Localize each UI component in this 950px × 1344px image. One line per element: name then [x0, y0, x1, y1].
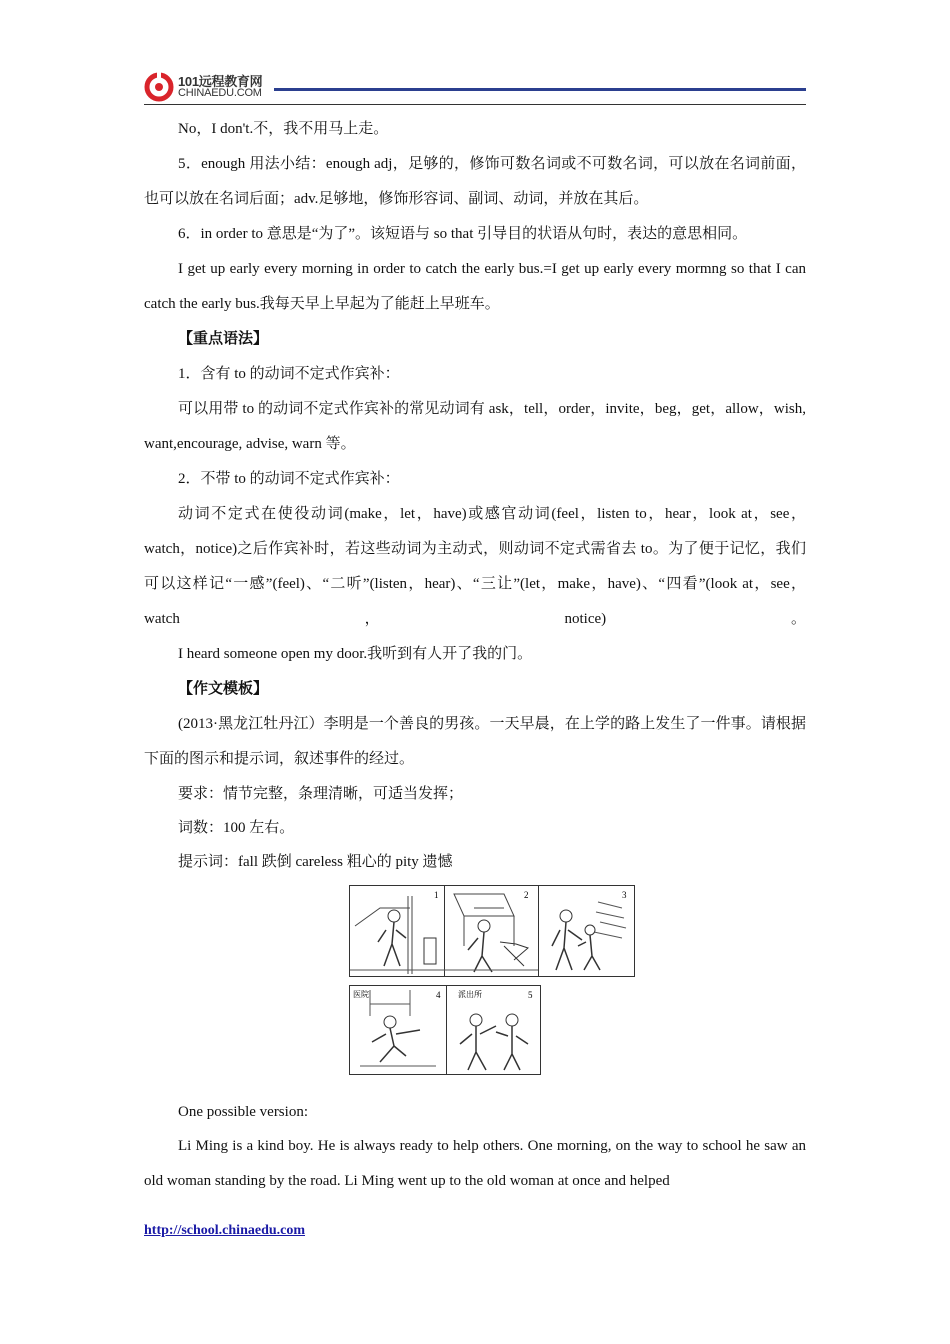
footer-link[interactable]: http://school.chinaedu.com — [144, 1223, 306, 1238]
section-heading: 【重点语法】 — [178, 331, 269, 347]
comic-panel-5 — [446, 986, 540, 1074]
panel-number: 2 — [524, 890, 529, 900]
paragraph: I get up early every morning in order to catch the early bus.=I get up early every mormng so that I can catch the early bus.我每天早上早起为了能赶上早班车。 — [144, 261, 806, 312]
paragraph: 2．不带 to 的动词不定式作宾补： — [178, 471, 400, 487]
logo-title: 101远程教育网 — [178, 74, 263, 89]
comic-panel-2 — [444, 886, 539, 976]
panel-label: 医院 — [353, 990, 369, 999]
header-rule-blue — [274, 88, 806, 91]
woman-fallen-illustration — [444, 886, 538, 976]
document-body — [144, 112, 806, 1199]
page-header — [144, 70, 806, 110]
paragraph: One possible version: — [178, 1104, 308, 1120]
section-heading: 【作文模板】 — [178, 681, 269, 697]
comic-row-1 — [349, 885, 635, 977]
comic-panel-3 — [538, 886, 634, 976]
paragraph: 可以用带 to 的动词不定式作宾补的常见动词有 ask，tell，order，invite，beg，get，allow，wish, want,encourage, advise, warn 等。 — [144, 401, 806, 452]
panel-label: 派出所 — [458, 990, 482, 999]
header-rule — [144, 104, 806, 105]
helping-illustration — [538, 886, 634, 976]
paragraph: No，I don't.不，我不用马上走。 — [178, 121, 389, 137]
paragraph: 词数：100 左右。 — [178, 820, 295, 836]
comic-panel-4 — [350, 986, 447, 1074]
panel-number: 1 — [434, 890, 439, 900]
logo-subtitle: CHINAEDU.COM — [178, 87, 262, 99]
boy-walking-illustration — [350, 886, 444, 976]
paragraph: 1．含有 to 的动词不定式作宾补： — [178, 366, 400, 382]
page-footer — [144, 1223, 305, 1239]
comic-row-2 — [349, 985, 541, 1075]
paragraph: 动词不定式在使役动词(make，let，have)或感官动词(feel，listen to，hear，look at，see，watch，notice)之后作宾补时，若这些动词为主动式，则动词不定式需省去 to。为了便于记忆，我们可以这样记“一感”(feel)、“二听”(listen，hear)、“三让”(let，make，have)、“四看”(look at，see，watch，notice)。 — [144, 506, 806, 627]
paragraph: 6．in order to 意思是“为了”。该短语与 so that 引导目的状语从句时，表达的意思相同。 — [178, 226, 748, 242]
paragraph: 5．enough 用法小结：enough adj，足够的，修饰可数名词或不可数名词，可以放在名词前面，也可以放在名词后面；adv.足够地，修饰形容词、副词、动词，并放在其后。 — [144, 156, 806, 207]
comic-panel-1 — [350, 886, 445, 976]
paragraph: I heard someone open my door.我听到有人开了我的门。 — [178, 646, 533, 662]
comic-figure — [144, 885, 806, 1085]
panel-number: 3 — [622, 890, 627, 900]
paragraph: 提示词：fall 跌倒 careless 粗心的 pity 遗憾 — [178, 854, 453, 870]
police-station-illustration — [446, 986, 540, 1074]
paragraph: 要求：情节完整，条理清晰，可适当发挥； — [178, 786, 464, 802]
logo-ring-icon — [144, 72, 174, 102]
paragraph: (2013·黑龙江牡丹江）李明是一个善良的男孩。一天早晨，在上学的路上发生了一件事。请根据下面的图示和提示词，叙述事件的经过。 — [144, 716, 806, 767]
panel-number: 5 — [528, 990, 533, 1000]
hospital-illustration — [350, 986, 446, 1074]
paragraph: Li Ming is a kind boy. He is always ready to help others. One morning, on the way to school he saw an old woman standing by the road. Li Ming went up to the old woman at once and helped — [144, 1138, 806, 1189]
site-logo[interactable] — [144, 70, 274, 104]
panel-number: 4 — [436, 990, 441, 1000]
